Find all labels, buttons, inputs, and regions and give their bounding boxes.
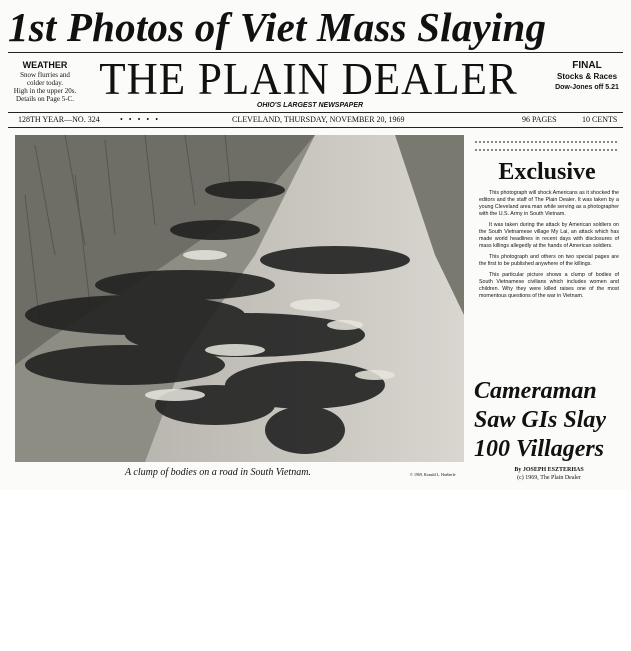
tagline: OHIO'S LARGEST NEWSPAPER	[256, 102, 364, 109]
exclusive-paragraph: It was taken during the attack by American soldiers on the South Vietnamese village My Lai, an attack which has made world headlines in recent days with disclosures of mass killings allegedly at the hands of American soldiers.	[479, 222, 619, 249]
edition-box	[545, 60, 629, 93]
edition-line: Dow-Jones off 5.21	[555, 84, 619, 91]
dateline-bottom-rule	[8, 127, 623, 128]
exclusive-paragraph: This photograph and others on two special pages are the first to be published anywhere of the killings.	[479, 254, 619, 267]
exclusive-paragraph: This particular picture shows a clump of bodies of South Vietnamese civilians which includes women and children. Why they were killed raises one of the most momentous questions of the war in Vietnam.	[479, 272, 619, 299]
story-headline-line: 100 Villagers	[474, 436, 605, 462]
decorative-rule	[475, 149, 619, 151]
exclusive-heading: Exclusive	[498, 159, 596, 185]
weather-line: colder today.	[26, 79, 64, 87]
top-rule	[8, 52, 623, 53]
story-byline: By JOSEPH ESZTERHAS	[514, 467, 584, 473]
exclusive-text	[479, 190, 619, 304]
weather-line: Snow flurries and	[20, 71, 70, 79]
story-copyright: (c) 1969, The Plain Dealer	[517, 475, 581, 481]
exclusive-paragraph: This photograph will shock Americans as it shocked the editors and the staff of The Plain Dealer. It was taken by a young Cleveland area man while serving as a photographer with the U.S. Army in South Vietnam.	[479, 190, 619, 217]
star-markers: • • • • •	[120, 115, 161, 124]
weather-line: Details on Page 5-C.	[16, 95, 74, 103]
story-headline	[474, 377, 626, 464]
year-number: 128TH YEAR—NO. 324	[18, 115, 100, 124]
weather-line: High in the upper 20s.	[13, 87, 77, 95]
place-date: CLEVELAND, THURSDAY, NOVEMBER 20, 1969	[232, 115, 405, 124]
story-headline-line: Saw GIs Slay	[474, 407, 607, 433]
masthead-title: THE PLAIN DEALER	[99, 54, 518, 104]
news-photo	[15, 135, 464, 462]
story-headline-line: Cameraman	[474, 378, 597, 404]
page-count: 96 PAGES	[522, 115, 557, 124]
dateline-top-rule	[8, 112, 623, 113]
photo-caption: A clump of bodies on a road in South Vietnam.	[125, 467, 311, 478]
photo-illustration	[15, 135, 464, 462]
weather-title: WEATHER	[22, 60, 68, 70]
weather-box	[8, 60, 82, 103]
story-byline-area	[474, 466, 624, 482]
photo-credit: © 1969, Ronald L. Haeberle	[410, 472, 456, 477]
dateline	[8, 114, 623, 126]
price: 10 CENTS	[582, 115, 618, 124]
decorative-rule	[475, 141, 619, 143]
exclusive-sidebar	[471, 135, 623, 375]
edition-title: FINAL	[572, 60, 602, 71]
banner-headline: 1st Photos of Viet Mass Slaying	[8, 4, 547, 50]
edition-line: Stocks & Races	[556, 72, 618, 81]
